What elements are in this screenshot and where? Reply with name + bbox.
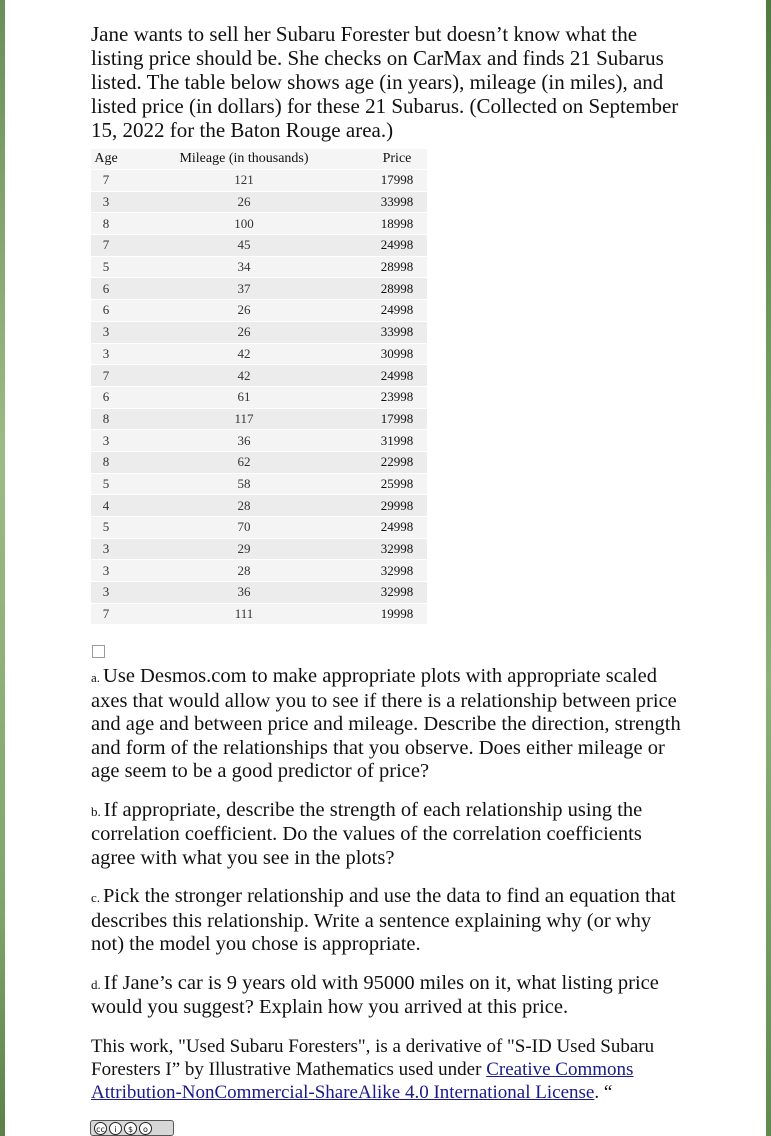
cell-price: 24998 bbox=[367, 235, 427, 257]
table-row bbox=[91, 473, 427, 495]
cell-price: 33998 bbox=[367, 191, 427, 213]
cell-age: 3 bbox=[91, 321, 121, 343]
cell-price: 22998 bbox=[367, 451, 427, 473]
cell-mileage: 26 bbox=[121, 191, 367, 213]
intro-paragraph: Jane wants to sell her Subaru Forester but doesn’t know what the listing price should be. She checks on CarMax and finds 21 Subarus listed. The table below shows age (in years), mileage (in miles), and listed price (in dollars) for these 21 Subarus. (Collected on September 15, 2022 for the Baton Rouge area.) bbox=[91, 22, 679, 142]
checkbox[interactable] bbox=[92, 645, 105, 658]
question-marker: b. bbox=[91, 803, 101, 819]
cell-mileage: 37 bbox=[121, 278, 367, 300]
left-border bbox=[0, 0, 5, 1136]
license-suffix: . “ bbox=[594, 1081, 613, 1103]
table-row bbox=[91, 603, 427, 624]
table-row bbox=[91, 170, 427, 192]
cell-price: 28998 bbox=[367, 256, 427, 278]
question-text: Pick the stronger relationship and use the data to find an equation that describes this relationship. Write a sentence explaining why (or why not) the model you chose is appropriate. bbox=[91, 885, 676, 955]
cell-mileage: 117 bbox=[121, 408, 367, 430]
question-marker: a. bbox=[91, 670, 101, 685]
cell-price: 32998 bbox=[367, 560, 427, 582]
cell-mileage: 42 bbox=[121, 343, 367, 365]
problem-content bbox=[91, 22, 681, 624]
cell-price: 18998 bbox=[367, 213, 427, 235]
cell-age: 7 bbox=[91, 365, 121, 387]
cell-age: 3 bbox=[91, 582, 121, 604]
cell-price: 32998 bbox=[367, 582, 427, 604]
table-row bbox=[91, 538, 427, 560]
cell-age: 4 bbox=[91, 495, 121, 517]
cell-mileage: 36 bbox=[121, 430, 367, 452]
cell-age: 8 bbox=[91, 213, 121, 235]
cell-age: 3 bbox=[91, 191, 121, 213]
cell-mileage: 26 bbox=[121, 300, 367, 322]
cell-age: 8 bbox=[91, 451, 121, 473]
table-row bbox=[91, 191, 427, 213]
cell-age: 5 bbox=[91, 517, 121, 539]
table-row bbox=[91, 495, 427, 517]
table-row bbox=[91, 343, 427, 365]
table-row bbox=[91, 582, 427, 604]
cell-price: 24998 bbox=[367, 300, 427, 322]
table-row bbox=[91, 365, 427, 387]
question-text: If Jane’s car is 9 years old with 95000 miles on it, what listing price would you suggest? Explain how you arrived at this price. bbox=[91, 971, 659, 1018]
cell-age: 5 bbox=[91, 256, 121, 278]
cell-age: 8 bbox=[91, 408, 121, 430]
cell-price: 31998 bbox=[367, 430, 427, 452]
table-row bbox=[91, 300, 427, 322]
question-a bbox=[91, 665, 681, 784]
table-row bbox=[91, 560, 427, 582]
cell-mileage: 36 bbox=[121, 582, 367, 604]
cell-mileage: 42 bbox=[121, 365, 367, 387]
cell-age: 7 bbox=[91, 170, 121, 192]
cell-price: 32998 bbox=[367, 538, 427, 560]
cell-age: 6 bbox=[91, 386, 121, 408]
cell-mileage: 28 bbox=[121, 560, 367, 582]
cell-mileage: 26 bbox=[121, 321, 367, 343]
cell-mileage: 29 bbox=[121, 538, 367, 560]
table-row bbox=[91, 430, 427, 452]
cell-age: 5 bbox=[91, 473, 121, 495]
cell-price: 30998 bbox=[367, 343, 427, 365]
table-row bbox=[91, 451, 427, 473]
header-age: Age bbox=[91, 149, 121, 170]
cc-license-badge[interactable] bbox=[90, 1120, 174, 1136]
cell-age: 6 bbox=[91, 300, 121, 322]
noncommercial-icon: $ bbox=[124, 1122, 137, 1135]
cell-age: 3 bbox=[91, 538, 121, 560]
table-row bbox=[91, 235, 427, 257]
cell-age: 3 bbox=[91, 430, 121, 452]
cell-price: 17998 bbox=[367, 408, 427, 430]
cell-mileage: 58 bbox=[121, 473, 367, 495]
cell-price: 23998 bbox=[367, 386, 427, 408]
cell-mileage: 121 bbox=[121, 170, 367, 192]
right-border bbox=[766, 0, 771, 1136]
cell-price: 29998 bbox=[367, 495, 427, 517]
table-row bbox=[91, 321, 427, 343]
cell-mileage: 61 bbox=[121, 386, 367, 408]
license-note bbox=[91, 1035, 681, 1104]
question-text: Use Desmos.com to make appropriate plots with appropriate scaled axes that would allow you to see if there is a relationship between price and age and between price and mileage. Describe the direction, strength and form of the relationships that you observe. Does either mileage or age seem to be a good predictor of price? bbox=[91, 665, 681, 782]
table-header-row bbox=[91, 149, 427, 170]
table-row bbox=[91, 256, 427, 278]
table-row bbox=[91, 213, 427, 235]
header-price: Price bbox=[367, 149, 427, 170]
cell-mileage: 70 bbox=[121, 517, 367, 539]
table-row bbox=[91, 386, 427, 408]
header-mileage: Mileage (in thousands) bbox=[121, 149, 367, 170]
cell-age: 7 bbox=[91, 603, 121, 624]
question-marker: d. bbox=[91, 976, 101, 992]
cell-price: 24998 bbox=[367, 365, 427, 387]
question-text: If appropriate, describe the strength of each relationship using the correlation coefficient. Do the values of the correlation coefficients agree with what you see in the plots? bbox=[91, 798, 643, 869]
subaru-data-table bbox=[91, 149, 427, 624]
attribution-icon: i bbox=[109, 1122, 122, 1135]
license-prefix: This work, "Used Subaru Foresters", is a derivative of "S-ID Used Subaru Foresters I” by Illustrative Mathematics used under bbox=[91, 1035, 655, 1080]
question-b bbox=[91, 799, 681, 871]
license-link[interactable]: Creative Commons Attribution-NonCommercial-ShareAlike 4.0 International License bbox=[91, 1058, 634, 1103]
question-c bbox=[91, 885, 681, 957]
cell-price: 19998 bbox=[367, 603, 427, 624]
cc-icon: cc bbox=[94, 1122, 107, 1135]
cell-price: 28998 bbox=[367, 278, 427, 300]
cell-mileage: 100 bbox=[121, 213, 367, 235]
cell-price: 25998 bbox=[367, 473, 427, 495]
cell-age: 3 bbox=[91, 343, 121, 365]
questions bbox=[91, 665, 681, 1104]
cell-price: 24998 bbox=[367, 517, 427, 539]
question-d bbox=[91, 972, 681, 1020]
table-row bbox=[91, 517, 427, 539]
cell-age: 6 bbox=[91, 278, 121, 300]
cell-age: 7 bbox=[91, 235, 121, 257]
cell-age: 3 bbox=[91, 560, 121, 582]
cell-mileage: 34 bbox=[121, 256, 367, 278]
table-row bbox=[91, 278, 427, 300]
sharealike-icon: o bbox=[139, 1122, 152, 1135]
question-marker: c. bbox=[91, 890, 101, 905]
cell-mileage: 62 bbox=[121, 451, 367, 473]
cell-mileage: 45 bbox=[121, 235, 367, 257]
cell-mileage: 28 bbox=[121, 495, 367, 517]
cell-mileage: 111 bbox=[121, 603, 367, 624]
cell-price: 33998 bbox=[367, 321, 427, 343]
table-row bbox=[91, 408, 427, 430]
cell-price: 17998 bbox=[367, 170, 427, 192]
